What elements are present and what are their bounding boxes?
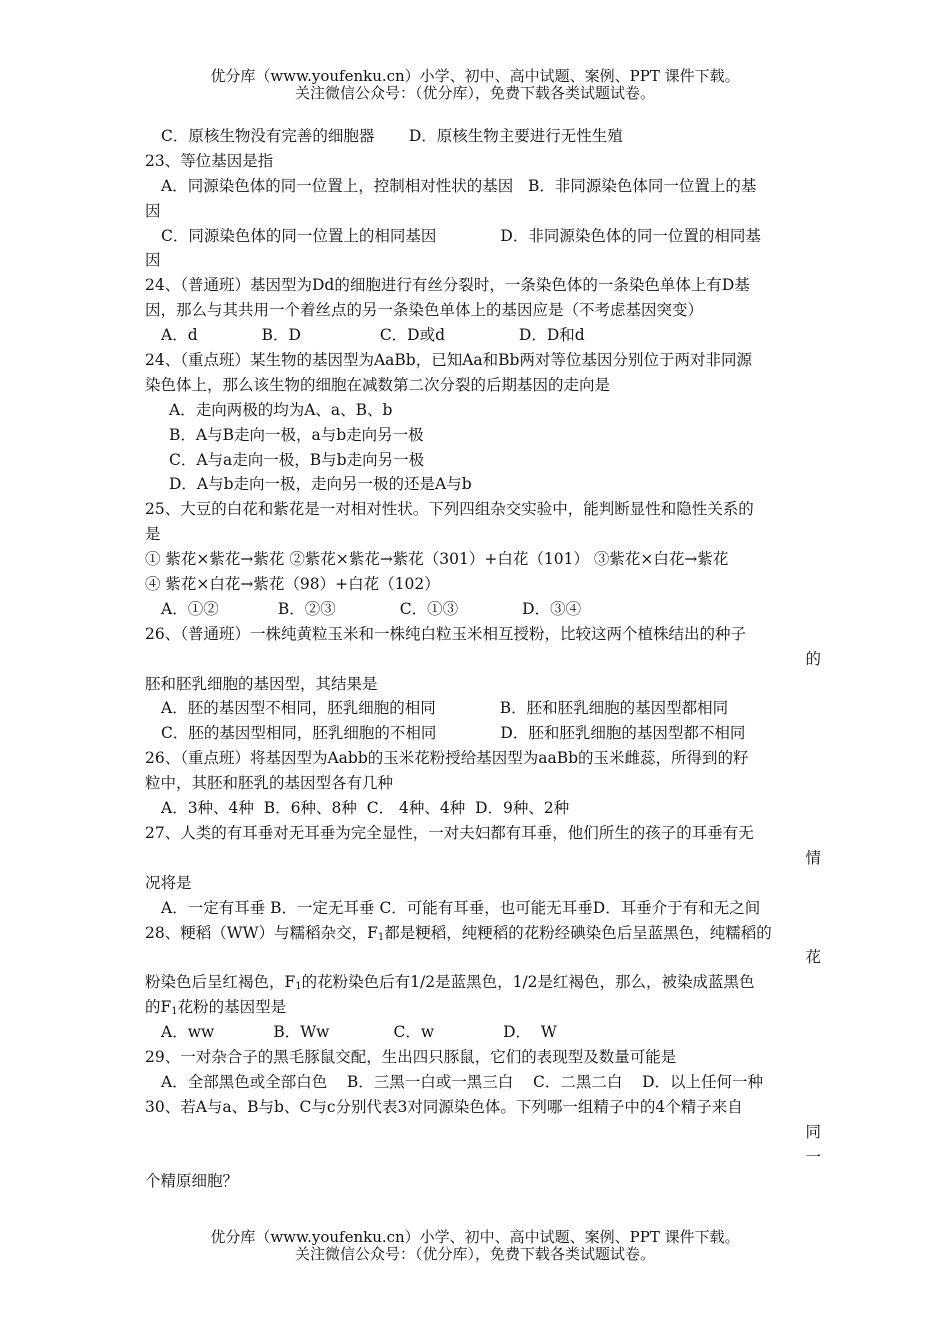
subscript: 1 bbox=[171, 1006, 178, 1018]
text-line: A．走向两极的均为A、a、B、b bbox=[169, 400, 393, 419]
text-line: 况将是 bbox=[145, 873, 192, 892]
text-line: 是 bbox=[145, 525, 161, 544]
text-line: C．胚的基因型相同，胚乳细胞的不相同 D．胚和胚乳细胞的基因型都不相同 bbox=[161, 724, 746, 743]
text-line: 同 bbox=[805, 1122, 821, 1141]
text-line bbox=[145, 995, 821, 1020]
footer-line-1: 优分库（www.youfenku.cn）小学、初中、高中试题、案例、PPT 课件下载。 bbox=[210, 1228, 740, 1246]
text-line: 一 bbox=[805, 1147, 821, 1166]
header-line-2: 关注微信公众号：（优分库），免费下载各类试题试卷。 bbox=[294, 84, 655, 102]
question-26a: 26、（普通班）一株纯黄粒玉米和一株纯白粒玉米相互授粉，比较这两个植株结出的种子 bbox=[145, 624, 746, 643]
text-line: 因 bbox=[145, 251, 161, 270]
question-24a: 24、（普通班）基因型为Dd的细胞进行有丝分裂时，一条染色体的一条染色单体上有D基 bbox=[145, 276, 750, 295]
page-footer bbox=[0, 1229, 950, 1263]
text-line: A．3种、4种 B．6种、8种 C． 4种、4种 D．9种、2种 bbox=[161, 799, 570, 818]
text-line: A．①② B．②③ C．①③ D．③④ bbox=[161, 599, 582, 618]
text-line: 粒中，其胚和胚乳的基因型各有几种 bbox=[145, 774, 394, 793]
text-line: B．A与B走向一极，a与b走向另一极 bbox=[169, 425, 424, 444]
text-run: 的花粉染色后有1/2是蓝黑色，1/2是红褐色，那么，被染成蓝黑色 bbox=[301, 973, 755, 992]
header-line-1: 优分库（www.youfenku.cn）小学、初中、高中试题、案例、PPT 课件下载。 bbox=[210, 67, 740, 85]
text-line: 因，那么与其共用一个着丝点的另一条染色单体上的基因应是（不考虑基因突变） bbox=[145, 301, 704, 320]
text-line: C．A与a走向一极，B与b走向另一极 bbox=[169, 450, 425, 469]
text-line: 胚和胚乳细胞的基因型，其结果是 bbox=[145, 674, 378, 693]
text-line: ① 紫花×紫花→紫花 ②紫花×紫花→紫花（301）+白花（101） ③紫花×白花→紫花 bbox=[145, 550, 729, 569]
text-run: 的F bbox=[145, 998, 172, 1017]
question-25: 25、大豆的白花和紫花是一对相对性状。下列四组杂交实验中，能判断显性和隐性关系的 bbox=[145, 500, 754, 519]
page-header bbox=[0, 68, 950, 102]
question-24b: 24、（重点班）某生物的基因型为AaBb，已知Aa和Bb两对等位基因分别位于两对非同源 bbox=[145, 351, 752, 370]
text-line: 因 bbox=[145, 201, 161, 220]
text-line: 情 bbox=[805, 848, 821, 867]
text-run: 都是粳稻，纯粳稻的花粉经碘染色后呈蓝黑色，纯糯稻的 bbox=[384, 923, 772, 942]
text-line: 花 bbox=[805, 948, 821, 967]
document-body bbox=[145, 124, 821, 1194]
text-run: 28、粳稻（WW）与糯稻杂交，F bbox=[145, 923, 378, 942]
question-30: 30、若A与a、B与b、C与c分别代表3对同源染色体。下列哪一组精子中的4个精子来自 bbox=[145, 1097, 743, 1116]
text-line: 染色体上，那么该生物的细胞在减数第二次分裂的后期基因的走向是 bbox=[145, 375, 611, 394]
text-line: ④ 紫花×白花→紫花（98）+白花（102） bbox=[145, 575, 440, 594]
question-28 bbox=[145, 921, 821, 946]
text-run: 粉染色后呈红褐色，F bbox=[145, 973, 296, 992]
text-line: A．d B．D C．D或d D．D和d bbox=[161, 326, 585, 345]
subscript: 1 bbox=[377, 931, 385, 943]
question-26b: 26、（重点班）将基因型为Aabb的玉米花粉授给基因型为aaBb的玉米雌蕊，所得到的籽 bbox=[145, 749, 749, 768]
text-line: A．同源染色体的同一位置上，控制相对性状的基因 B．非同源染色体同一位置上的基 bbox=[161, 176, 757, 195]
question-29: 29、一对杂合子的黑毛豚鼠交配，生出四只豚鼠，它们的表现型及数量可能是 bbox=[145, 1047, 677, 1066]
text-line: A．ww B．Ww C．w D． W bbox=[161, 1023, 557, 1042]
text-line: 个精原细胞？ bbox=[145, 1172, 239, 1191]
text-line: D．A与b走向一极，走向另一极的还是A与b bbox=[169, 475, 472, 494]
text-line: A．一定有耳垂 B．一定无耳垂 C．可能有耳垂，也可能无耳垂D．耳垂介于有和无之间 bbox=[161, 898, 761, 917]
text-line bbox=[145, 970, 821, 995]
text-line: C．原核生物没有完善的细胞器 D．原核生物主要进行无性生殖 bbox=[161, 127, 623, 145]
text-line: A．胚的基因型不相同，胚乳细胞的相同 B．胚和胚乳细胞的基因型都相同 bbox=[161, 699, 729, 718]
text-run: 花粉的基因型是 bbox=[177, 998, 287, 1017]
text-line: 的 bbox=[805, 649, 821, 668]
question-27: 27、人类的有耳垂对无耳垂为完全显性，一对夫妇都有耳垂，他们所生的孩子的耳垂有无 bbox=[145, 823, 754, 842]
subscript: 1 bbox=[295, 981, 302, 993]
text-line: A．全部黑色或全部白色 B．三黑一白或一黑三白 C．二黑二白 D．以上任何一种 bbox=[161, 1072, 763, 1091]
footer-line-2: 关注微信公众号：（优分库），免费下载各类试题试卷。 bbox=[294, 1245, 655, 1263]
text-line: C．同源染色体的同一位置上的相同基因 D．非同源染色体的同一位置的相同基 bbox=[161, 226, 761, 245]
question-23: 23、等位基因是指 bbox=[145, 151, 274, 170]
